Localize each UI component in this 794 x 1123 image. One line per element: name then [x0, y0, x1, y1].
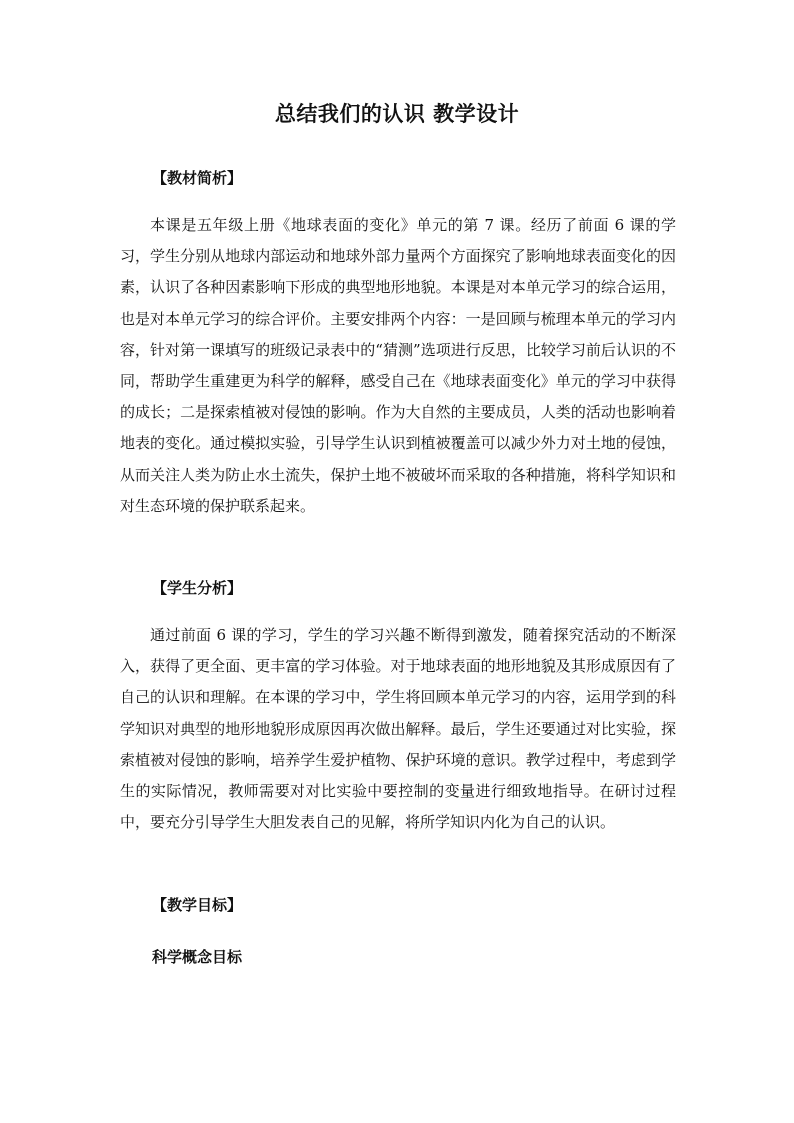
section-heading-student-analysis: 【学生分析】: [152, 579, 243, 597]
subheading-science-concept-goals: 科学概念目标: [152, 948, 243, 966]
section-heading-textbook-analysis: 【教材简析】: [152, 169, 243, 187]
section-heading-teaching-goals: 【教学目标】: [152, 896, 243, 914]
document-title: 总结我们的认识 教学设计: [274, 101, 520, 126]
section-paragraph-textbook-analysis: 本课是五年级上册《地球表面的变化》单元的第 7 课。经历了前面 6 课的学习，学生分别从地球内部运动和地球外部力量两个方面探究了影响地球表面变化的因素，认识了各种因素影响下形成的典型地形地貌。本课是对本单元学习的综合运用，也是对本单元学习的综合评价。主要安排两个内容：一是回顾与梳理本单元的学习内容，针对第一课填写的班级记录表中的“猜测”选项进行反思，比较学习前后认识的不同，帮助学生重建更为科学的解释，感受自己在《地球表面变化》单元的学习中获得的成长；二是探索植被对侵蚀的影响。作为大自然的主要成员，人类的活动也影响着地表的变化。通过模拟实验，引导学生认识到植被覆盖可以减少外力对土地的侵蚀，从而关注人类为防止水土流失，保护土地不被破坏而采取的各种措施，将科学知识和对生态环境的保护联系起来。: [120, 216, 676, 515]
section-paragraph-student-analysis: 通过前面 6 课的学习，学生的学习兴趣不断得到激发，随着探究活动的不断深入，获得了更全面、更丰富的学习体验。对于地球表面的地形地貌及其形成原因有了自己的认识和理解。在本课的学习中，学生将回顾本单元学习的内容，运用学到的科学知识对典型的地形地貌形成原因再次做出解释。最后，学生还要通过对比实验，探索植被对侵蚀的影响，培养学生爱护植物、保护环境的意识。教学过程中，考虑到学生的实际情况，教师需要对对比实验中要控制的变量进行细致地指导。在研讨过程中，要充分引导学生大胆发表自己的见解，将所学知识内化为自己的认识。: [120, 626, 676, 832]
